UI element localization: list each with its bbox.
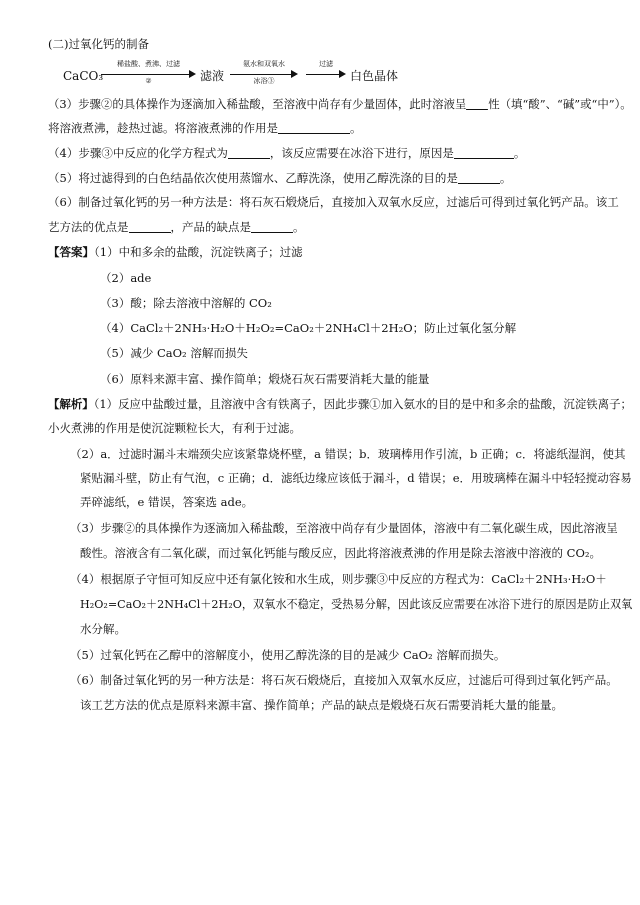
analysis-text: （4）根据原子守恒可知反应中还有氯化铵和水生成，则步骤③中反应的方程式为：CaCl₂＋2NH₃·H₂O＋ [70, 572, 607, 586]
answer-4: （4）CaCl₂＋2NH₃·H₂O＋H₂O₂=CaO₂＋2NH₄Cl＋2H₂O；防止过氧化氢分解 [100, 321, 517, 335]
question-3-line-1 [48, 96, 632, 112]
analysis-text: 紧贴漏斗壁，防止有气泡，c 正确；d．滤纸边缘应该低于漏斗，d 错误；e．用玻璃棒在漏斗中轻轻搅动容易 [80, 471, 632, 485]
flow-arrow-2 [230, 60, 298, 90]
question-3-line-2 [48, 120, 362, 136]
answer-blank [466, 97, 488, 110]
flow-arrow-1-top: 稀盐酸、煮沸、过滤 [117, 60, 180, 68]
answer-blank [251, 220, 293, 233]
analysis-line-1 [48, 396, 632, 412]
analysis-text: 弄碎滤纸，e 错误，答案选 ade。 [80, 495, 254, 509]
question-3-text: 将溶液煮沸，趁热过滤。将溶液煮沸的作用是 [48, 121, 278, 135]
flow-arrow-1-bottom: ② [145, 77, 152, 85]
analysis-text: 水分解。 [80, 622, 126, 636]
flow-arrow-1 [101, 60, 196, 90]
arrow-head-icon [339, 70, 346, 78]
reaction-flow [63, 60, 533, 90]
analysis-text: （5）过氧化钙在乙醇中的溶解度小，使用乙醇洗涤的目的是减少 CaO₂ 溶解而损失。 [70, 648, 506, 662]
answer-blank [129, 220, 171, 233]
analysis-text: H₂O₂=CaO₂＋2NH₄Cl＋2H₂O，双氧水不稳定，受热易分解，因此该反应需要在冰浴下进行的原因是防止双氧 [80, 597, 633, 611]
question-3-text: （3）步骤②的具体操作为逐滴加入稀盐酸，至溶液中尚存有少量固体，此时溶液呈 [48, 97, 467, 111]
question-4-text: （4）步骤③中反应的化学方程式为 [48, 146, 228, 160]
analysis-text: 该工艺方法的优点是原料来源丰富、操作简单；产品的缺点是煅烧石灰石需要消耗大量的能量。 [80, 698, 563, 712]
answer-1: （1）中和多余的盐酸，沉淀铁离子；过滤 [94, 245, 303, 259]
answer-label: 【答案】 [48, 245, 94, 259]
analysis-label: 【解析】 [48, 397, 94, 411]
question-3-text: 性（填“酸”、“碱”或“中”）。 [488, 97, 632, 111]
question-5 [48, 170, 511, 186]
arrow-line [101, 74, 190, 75]
arrow-line [306, 74, 340, 75]
question-6-line-2 [48, 219, 305, 235]
question-6-text: 。 [293, 220, 305, 234]
question-3-text: 。 [350, 121, 362, 135]
question-4 [48, 145, 525, 161]
answer-blank [454, 146, 514, 159]
question-6-text: 艺方法的优点是 [48, 220, 129, 234]
analysis-text: （6）制备过氧化钙的另一种方法是：将石灰石煅烧后，直接加入双氧水反应，过滤后可得到过氧化钙产品。 [70, 673, 618, 687]
answer-6: （6）原料来源丰富、操作简单；煅烧石灰石需要消耗大量的能量 [100, 372, 430, 386]
answer-2: （2）ade [100, 271, 152, 285]
flow-arrow-3-top: 过滤 [319, 60, 333, 68]
analysis-text: 酸性。溶液含有二氧化碳，而过氧化钙能与酸反应，因此将溶液煮沸的作用是除去溶液中溶液的 CO₂。 [80, 546, 601, 560]
analysis-text: （2）a．过滤时漏斗末端颈尖应该紧靠烧杯壁，a 错误；b．玻璃棒用作引流，b 正确；c．将滤纸湿润，使其 [70, 447, 626, 461]
flow-arrow-2-bottom: 冰浴③ [253, 77, 275, 85]
analysis-text: 小火煮沸的作用是使沉淀颗粒长大，有利于过滤。 [48, 421, 301, 435]
answer-5: （5）减少 CaO₂ 溶解而损失 [100, 346, 248, 360]
flow-arrow-3 [306, 60, 346, 90]
answer-blank [278, 121, 350, 134]
flow-start: CaCO₃ [63, 69, 104, 83]
question-6-text: ，产品的缺点是 [170, 220, 251, 234]
answer-line-1 [48, 244, 303, 260]
answer-3: （3）酸；除去溶液中溶解的 CO₂ [100, 296, 272, 310]
flow-end: 白色晶体 [350, 69, 399, 83]
question-5-text: 。 [499, 171, 512, 185]
question-6-line-1: （6）制备过氧化钙的另一种方法是：将石灰石煅烧后，直接加入双氧水反应，过滤后可得到过氧化钙产品。该工 [48, 195, 619, 209]
flow-arrow-2-top: 氨水和双氧水 [243, 60, 285, 68]
question-4-text: 。 [513, 146, 526, 160]
analysis-text: （1）反应中盐酸过量，且溶液中含有铁离子，因此步骤①加入氨水的目的是中和多余的盐酸，沉淀铁离子； [93, 397, 632, 411]
question-5-text: （5）将过滤得到的白色结晶依次使用蒸馏水、乙醇洗涤，使用乙醇洗涤的目的是 [48, 171, 458, 185]
answer-blank [228, 146, 270, 159]
flow-mid: 滤液 [200, 69, 225, 83]
arrow-line [230, 74, 292, 75]
answer-blank [458, 171, 500, 184]
question-4-text: ，该反应需要在冰浴下进行，原因是 [269, 146, 454, 160]
section-title: (二)过氧化钙的制备 [48, 37, 149, 51]
analysis-text: （3）步骤②的具体操作为逐滴加入稀盐酸，至溶液中尚存有少量固体，溶液中有二氧化碳生成，因此溶液呈 [70, 521, 618, 535]
